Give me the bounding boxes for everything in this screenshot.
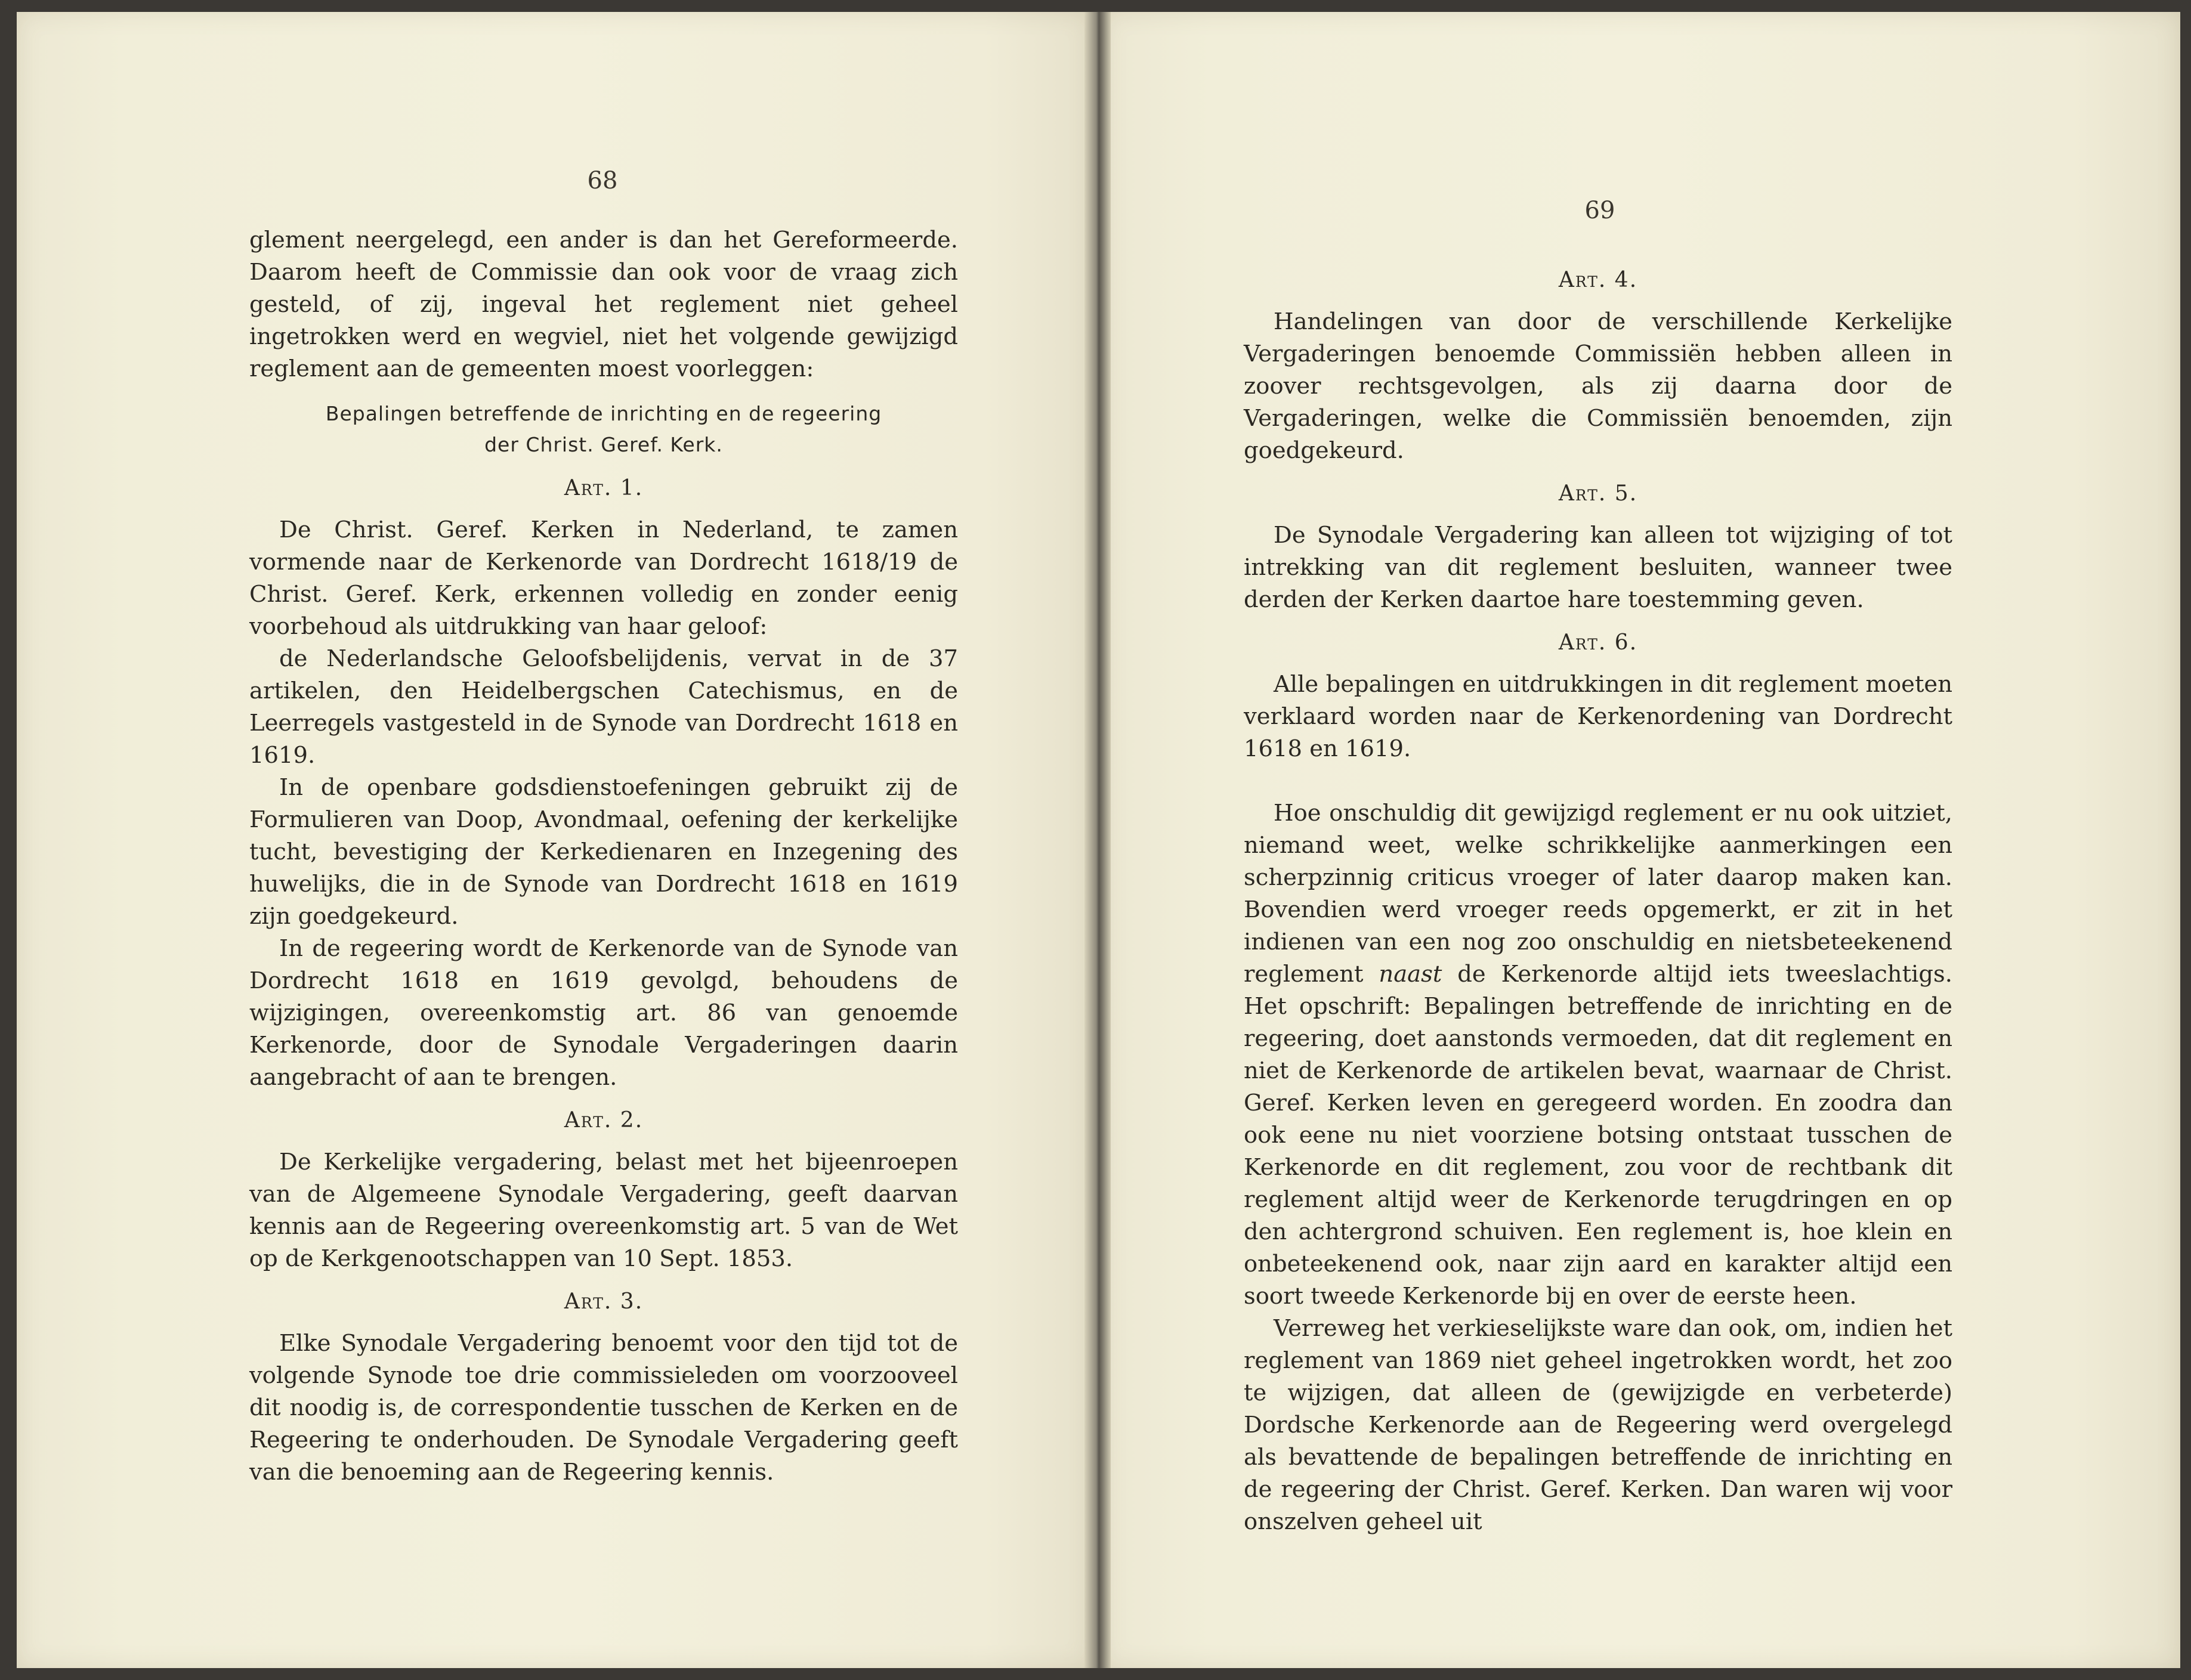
article-1-paragraph-3: In de openbare godsdienstoefeningen gebruikt zij de Formulieren van Doop, Avondmaal, oefening der kerkelijke tucht, bevestiging der Kerkedienaren en Inzegening des huwelijks, die in de Synode van Dordrecht 1618 en 1619 zijn goedgekeurd. xyxy=(249,774,958,930)
article-3-paragraph-1: Elke Synodale Vergadering benoemt voor den tijd tot de volgende Synode toe drie commissieleden om voorzooveel dit noodig is, de correspondentie tusschen de Kerken en de Regeering te onderhouden. De Synodale Vergadering geeft van die benoeming aan de Regeering kennis. xyxy=(249,1330,958,1486)
commentary-italic-word: naast xyxy=(1379,961,1442,988)
article-5-title: Art. 5. xyxy=(1558,481,1638,506)
commentary-text-a: Hoe onschuldig dit gewijzigd reglement er nu ook uitziet, niemand weet, welke schrikkelijke aanmerkingen een scherpzinnig criticus vroeger of later daarop maken kan. Bovendien werd vroeger reeds opgemerkt, er zit in het indienen van een nog zoo onschuldig en nietsbeteekenend reglement xyxy=(1244,800,1952,988)
commentary-paragraph-2: Verreweg het verkieselijkste ware dan ook, om, indien het reglement van 1869 niet geheel ingetrokken wordt, het zoo te wijzigen, dat alleen de (gewijzigde en verbeterde) Dordsche Kerkenorde aan de Regeering werd overgelegd als bevattende de bepalingen betreffende de inrichting en de regeering der Christ. Geref. Kerken. Dan waren wij voor onszelven geheel uit xyxy=(1244,1315,1952,1535)
page-number-left: 68 xyxy=(587,167,618,194)
article-1-paragraph-2: de Nederlandsche Geloofsbelijdenis, vervat in de 37 artikelen, den Heidelbergschen Catechismus, en de Leerregels vastgesteld in de Synode van Dordrecht 1618 en 1619. xyxy=(249,645,958,769)
book-gutter xyxy=(1084,12,1111,1668)
article-6-title: Art. 6. xyxy=(1558,630,1638,655)
article-2-paragraph-1: De Kerkelijke vergadering, belast met het bijeenroepen van de Algemeene Synodale Vergadering, geeft daarvan kennis aan de Regeering overeenkomstig art. 5 van de Wet op de Kerkgenootschappen van 10 Sept. 1853. xyxy=(249,1149,958,1272)
right-text-column xyxy=(1244,253,1952,1538)
section-heading-line2: der Christ. Geref. Kerk. xyxy=(484,433,723,456)
left-text-column xyxy=(249,224,958,1489)
section-heading xyxy=(249,398,958,460)
article-4-paragraph-1: Handelingen van door de verschillende Kerkelijke Vergaderingen benoemde Commissiën hebben alleen in zoover rechtsgevolgen, als zij daarna door de Vergaderingen, welke die Commissiën benoemden, zijn goedgekeurd. xyxy=(1244,308,1952,464)
article-6-paragraph-1: Alle bepalingen en uitdrukkingen in dit reglement moeten verklaard worden naar de Kerkenordening van Dordrecht 1618 en 1619. xyxy=(1244,671,1952,762)
article-5-paragraph-1: De Synodale Vergadering kan alleen tot wijziging of tot intrekking van dit reglement besluiten, wanneer twee derden der Kerken daartoe hare toestemming geven. xyxy=(1244,522,1952,613)
article-2-title: Art. 2. xyxy=(564,1108,644,1133)
article-1-paragraph-1: De Christ. Geref. Kerken in Nederland, te zamen vormende naar de Kerkenorde van Dordrecht 1618/19 de Christ. Geref. Kerk, erkennen volledig en zonder eenig voorbehoud als uitdrukking van haar geloof: xyxy=(249,516,958,640)
article-1-title: Art. 1. xyxy=(564,476,644,500)
intro-paragraph: glement neergelegd, een ander is dan het Gereformeerde. Daarom heeft de Commissie dan ook voor de vraag zich gesteld, of zij, ingeval het reglement niet geheel ingetrokken werd en wegviel, niet het volgende gewijzigd reglement aan de gemeenten moest voorleggen: xyxy=(249,227,958,382)
section-heading-line1: Bepalingen betreffende de inrichting en de regeering xyxy=(325,402,882,425)
article-1-paragraph-4: In de regeering wordt de Kerkenorde van de Synode van Dordrecht 1618 en 1619 gevolgd, behoudens de wijzigingen, overeenkomstig art. 86 van genoemde Kerkenorde, door de Synodale Vergaderingen daarin aangebracht of aan te brengen. xyxy=(249,935,958,1091)
commentary-paragraph-1 xyxy=(1244,797,1952,1313)
page-number-right: 69 xyxy=(1584,197,1615,224)
article-3-title: Art. 3. xyxy=(564,1289,644,1314)
article-4-title: Art. 4. xyxy=(1558,268,1638,292)
commentary-text-b: de Kerkenorde altijd iets tweeslachtigs. Het opschrift: Bepalingen betreffende de inrichting en de regeering, doet aanstonds vermoeden, dat dit reglement en niet de Kerkenorde de artikelen bevat, waarnaar de Christ. Geref. Kerken leven en geregeerd worden. En zoodra dan ook eene nu niet voorziene botsing ontstaat tusschen de Kerkenorde en dit reglement, zou voor de rechtbank dit reglement altijd weer de Kerkenorde terugdringen en op den achtergrond schuiven. Een reglement is, hoe klein en onbeteekenend ook, naar zijn aard en karakter altijd een soort tweede Kerkenorde bij en over de eerste heen. xyxy=(1244,961,1952,1310)
